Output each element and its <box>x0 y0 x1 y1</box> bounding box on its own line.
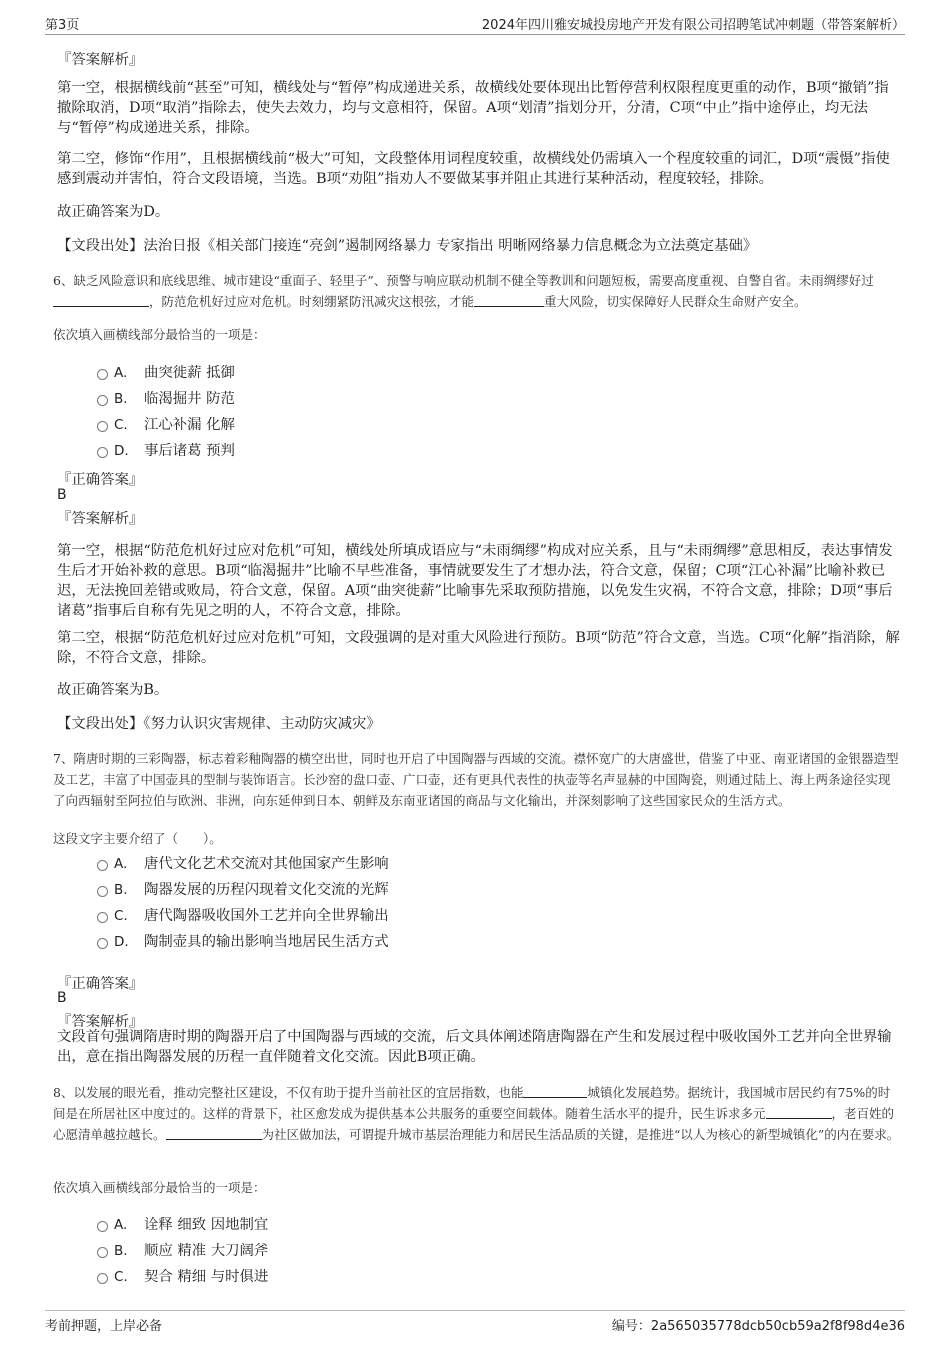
q7-correct-label: 『正确答案』 <box>57 976 144 992</box>
radio-icon[interactable] <box>97 421 108 432</box>
q6-correct-label: 『正确答案』 <box>57 472 144 488</box>
q7-stem: 7、隋唐时期的三彩陶器，标志着彩釉陶器的横空出世，同时也开启了中国陶器与西域的交流。襟怀宽广的大唐盛世，借鉴了中亚、南亚诸国的金银器造型及工艺，丰富了中国壶具的型制与装饰语言。长沙窑的盘口壶、广口壶，还有更具代表性的执壶等名声显赫的中国陶瓷，则通过陆上、海上两条途径实现了向西辐射至阿拉伯与欧洲、非洲，向东延伸到日本、朝鲜及东南亚诸国的商品与文化输出，并深刻影响了这些国家民众的生活方式。 <box>53 751 899 808</box>
radio-icon[interactable] <box>97 447 108 458</box>
radio-icon[interactable] <box>97 938 108 949</box>
q6-analysis-label: 『答案解析』 <box>57 511 144 527</box>
q7-option-c[interactable]: C. 唐代陶器吸收国外工艺并向全世界输出 <box>97 904 389 924</box>
radio-icon[interactable] <box>97 1221 108 1232</box>
page-footer <box>45 1310 905 1335</box>
q6-analysis-p2: 第二空，根据“防范危机好过应对危机”可知，文段强调的是对重大风险进行预防。B项“防范”符合文意，当选。C项“化解”指消除，解除，不符合文意，排除。 <box>57 630 900 666</box>
q8-ask: 依次填入画横线部分最恰当的一项是： <box>53 1180 266 1195</box>
q7-ask: 这段文字主要介绍了（ ）。 <box>53 831 222 846</box>
q7-option-a[interactable]: A. 唐代文化艺术交流对其他国家产生影响 <box>97 852 389 872</box>
document-id: 编号：2a565035778dcb50cb59a2f8f98d4e36 <box>611 1319 905 1334</box>
q8-stem: 8、以发展的眼光看，推动完整社区建设，不仅有助于提升当前社区的宜居指数，也能 城镇化发展趋势。据统计，我国城市居民约有75%的时间是在所居社区中度过的。这样的背景下，社区愈发成为提供基本公共服务的重要空间载体。随着生活水平的提升，民生诉求多元 ，老百姓的心愿清单越拉越长。 为社区做加法，可谓提升城市基层治理能力和居民生活品质的关键，是推进“以人为核心的新型城镇化”的内在要求。 <box>53 1085 900 1142</box>
radio-icon[interactable] <box>97 1273 108 1284</box>
q7-answer: B <box>57 990 67 1006</box>
q8-option-a[interactable]: A. 诠释 细致 因地制宜 <box>97 1213 268 1233</box>
q6-analysis-p1: 第一空，根据“防范危机好过应对危机”可知，横线处所填成语应与“未雨绸缪”构成对应关系，且与“未雨绸缪”意思相反，表达事情发生后才开始补救的意思。B项“临渴掘井”比喻不早些准备，事情就要发生了才想办法，符合文意，保留；C项“江心补漏”比喻补救已迟，无法挽回差错或败局，符合文意，保留。A项“曲突徙薪”比喻事先采取预防措施，以免发生灾祸，不符合文意，排除；D项“事后诸葛”指事后自称有先见之明的人，不符合文意，排除。 <box>57 543 893 619</box>
radio-icon[interactable] <box>97 886 108 897</box>
q5-source: 【文段出处】法治日报《相关部门接连“亮剑”遏制网络暴力 专家指出 明晰网络暴力信息概念为立法奠定基础》 <box>57 238 758 254</box>
q6-blank-1 <box>53 294 149 307</box>
q6-option-b[interactable]: B. 临渴掘井 防范 <box>97 387 235 407</box>
q5-conclusion: 故正确答案为D。 <box>57 204 170 220</box>
radio-icon[interactable] <box>97 860 108 871</box>
q8-option-b[interactable]: B. 顺应 精准 大刀阔斧 <box>97 1239 268 1259</box>
q8-blank-2 <box>766 1106 832 1119</box>
q6-conclusion: 故正确答案为B。 <box>57 682 169 698</box>
radio-icon[interactable] <box>97 1247 108 1258</box>
q8-blank-3 <box>166 1127 262 1140</box>
q6-option-d[interactable]: D. 事后诸葛 预判 <box>97 439 235 459</box>
q5-analysis-p2: 第二空，修饰“作用”，且根据横线前“极大”可知，文段整体用词程度较重，故横线处仍需填入一个程度较重的词汇，D项“震慑”指使感到震动并害怕，符合文段语境，当选。B项“劝阻”指劝人不要做某事并阻止其进行某种活动，程度较轻，排除。 <box>57 151 890 187</box>
q8-blank-1 <box>523 1085 587 1098</box>
footer-slogan: 考前押题，上岸必备 <box>45 1319 163 1334</box>
radio-icon[interactable] <box>97 912 108 923</box>
radio-icon[interactable] <box>97 395 108 406</box>
q6-source: 【文段出处】《努力认识灾害规律、主动防灾减灾》 <box>57 716 381 732</box>
q8-option-c[interactable]: C. 契合 精细 与时俱进 <box>97 1265 268 1285</box>
radio-icon[interactable] <box>97 369 108 380</box>
q6-stem: 6、缺乏风险意识和底线思维、城市建设“重面子、轻里子”、预警与响应联动机制不健全等教训和问题短板，需要高度重视、自警自省。未雨绸缪好过，防范危机好过应对危机。时刻绷紧防汛减灾这根弦，才能 重大风险，切实保障好人民群众生命财产安全。 <box>53 273 874 309</box>
q5-analysis-p1: 第一空，根据横线前“甚至”可知，横线处与“暂停”构成递进关系，故横线处要体现出比暂停营利权限程度更重的动作，B项“撤销”指撤除取消，D项“取消”指除去，使失去效力，均与文意相符，保留。A项“划清”指划分开，分清，C项“中止”指中途停止，均无法与“暂停”构成递进关系，排除。 <box>57 80 889 136</box>
q6-ask: 依次填入画横线部分最恰当的一项是： <box>53 327 266 342</box>
page-number: 第3页 <box>45 18 80 33</box>
q5-analysis-label: 『答案解析』 <box>57 52 144 68</box>
q6-option-a[interactable]: A. 曲突徙薪 抵御 <box>97 361 235 381</box>
page-header <box>45 12 905 35</box>
q7-option-d[interactable]: D. 陶制壶具的输出影响当地居民生活方式 <box>97 930 389 950</box>
q6-answer: B <box>57 487 67 503</box>
q6-option-c[interactable]: C. 江心补漏 化解 <box>97 413 235 433</box>
document-title: 2024年四川雅安城投房地产开发有限公司招聘笔试冲刺题（带答案解析） <box>481 18 905 33</box>
q6-blank-2 <box>474 294 544 307</box>
q7-option-b[interactable]: B. 陶器发展的历程闪现着文化交流的光辉 <box>97 878 389 898</box>
q7-analysis-label: 『答案解析』 <box>57 1014 144 1030</box>
q7-analysis: 文段首句强调隋唐时期的陶器开启了中国陶器与西域的交流，后文具体阐述隋唐陶器在产生和发展过程中吸收国外工艺并向全世界输出，意在指出陶器发展的历程一直伴随着文化交流。因此B项正确。 <box>57 1029 892 1065</box>
